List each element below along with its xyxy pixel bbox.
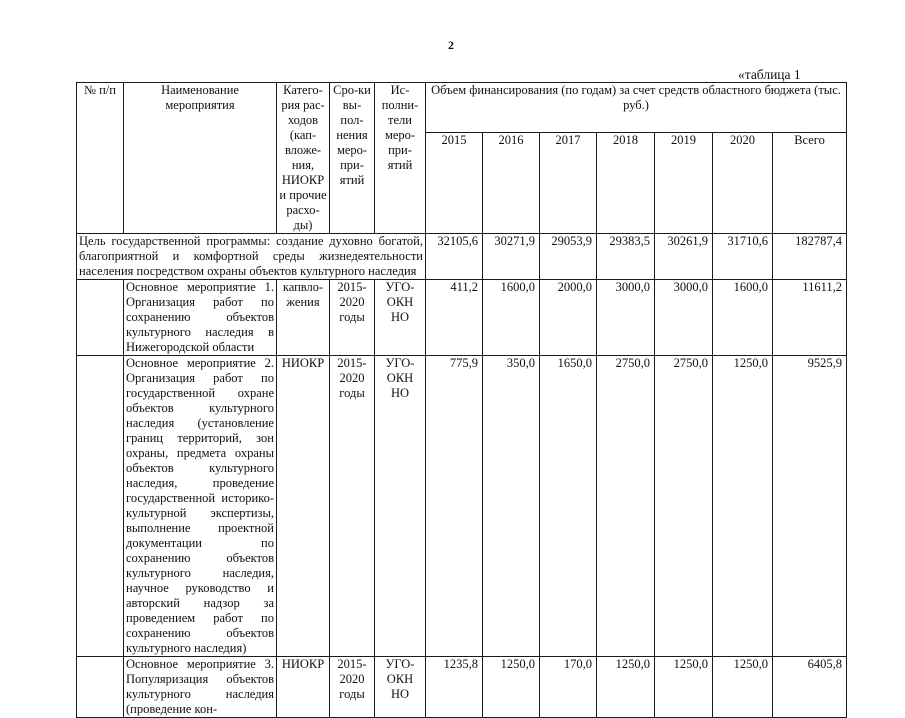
- activity-terms: 2015-2020 годы: [330, 657, 375, 718]
- goal-value: 31710,6: [713, 234, 773, 280]
- header-total: Всего: [773, 132, 847, 233]
- row-number: [77, 356, 124, 657]
- goal-value: 29053,9: [540, 234, 597, 280]
- activity-name: Основное мероприятие 3. Популяризация объектов культурного наследия (проведение кон-: [124, 657, 277, 718]
- activity-value: 1250,0: [713, 657, 773, 718]
- header-year-2015: 2015: [426, 132, 483, 233]
- table-row: [77, 280, 847, 356]
- activity-category: НИОКР: [277, 657, 330, 718]
- goal-value: 30261,9: [655, 234, 713, 280]
- activity-value: 1250,0: [597, 657, 655, 718]
- header-num: № п/п: [77, 83, 124, 234]
- header-year-2020: 2020: [713, 132, 773, 233]
- goal-row: [77, 234, 847, 280]
- activity-value: 775,9: [426, 356, 483, 657]
- header-year-2017: 2017: [540, 132, 597, 233]
- table-row: [77, 356, 847, 657]
- activity-value: 350,0: [483, 356, 540, 657]
- row-number: [77, 280, 124, 356]
- goal-value: 32105,6: [426, 234, 483, 280]
- activity-terms: 2015-2020 годы: [330, 280, 375, 356]
- header-year-2018: 2018: [597, 132, 655, 233]
- table-row: [77, 657, 847, 718]
- activity-name: Основное мероприятие 1. Организация работ по сохранению объектов культурного наследия в Нижегородской области: [124, 280, 277, 356]
- header-name: Наименование мероприятия: [124, 83, 277, 234]
- header-terms: Сро-ки вы-пол-нения меро-при-ятий: [330, 83, 375, 234]
- goal-total: 182787,4: [773, 234, 847, 280]
- header-year-2019: 2019: [655, 132, 713, 233]
- activity-value: 1600,0: [483, 280, 540, 356]
- header-category: Катего-рия рас-ходов (кап-вложе-ния, НИОКР и прочие расхо-ды): [277, 83, 330, 234]
- activity-total: 9525,9: [773, 356, 847, 657]
- activity-value: 1250,0: [713, 356, 773, 657]
- activity-value: 2750,0: [655, 356, 713, 657]
- goal-value: 29383,5: [597, 234, 655, 280]
- activity-value: 2000,0: [540, 280, 597, 356]
- activity-value: 3000,0: [655, 280, 713, 356]
- activity-executors: УГО-ОКН НО: [375, 657, 426, 718]
- goal-text: Цель государственной программы: создание духовно богатой, благоприятной и комфортной среды жизнедеятельности населения посредством охраны объектов культурного наследия: [77, 234, 426, 280]
- activity-total: 6405,8: [773, 657, 847, 718]
- activity-value: 1250,0: [483, 657, 540, 718]
- activity-executors: УГО-ОКН НО: [375, 280, 426, 356]
- activity-value: 1650,0: [540, 356, 597, 657]
- activity-value: 170,0: [540, 657, 597, 718]
- activity-category: НИОКР: [277, 356, 330, 657]
- activity-value: 2750,0: [597, 356, 655, 657]
- header-year-2016: 2016: [483, 132, 540, 233]
- funding-table: [76, 82, 847, 718]
- activity-executors: УГО-ОКН НО: [375, 356, 426, 657]
- activity-value: 3000,0: [597, 280, 655, 356]
- header-executors: Ис-полни-тели меро-при-ятий: [375, 83, 426, 234]
- activity-value: 1235,8: [426, 657, 483, 718]
- activity-category: капвло-жения: [277, 280, 330, 356]
- page-number: 2: [448, 38, 454, 52]
- table-reference: «таблица 1: [738, 67, 801, 82]
- activity-value: 1250,0: [655, 657, 713, 718]
- activity-terms: 2015-2020 годы: [330, 356, 375, 657]
- activity-total: 11611,2: [773, 280, 847, 356]
- activity-value: 411,2: [426, 280, 483, 356]
- goal-value: 30271,9: [483, 234, 540, 280]
- activity-name: Основное мероприятие 2. Организация работ по государственной охране объектов культурного наследия (установление границ территорий, зон охраны, предмета охраны объектов культурного наследия, проведение государственной историко-культурной экспертизы, выполнение проектной документации по сохранению объектов культурного наследия, научное руководство и авторский надзор за проведением работ по сохранению объектов культурного наследия): [124, 356, 277, 657]
- row-number: [77, 657, 124, 718]
- activity-value: 1600,0: [713, 280, 773, 356]
- header-funding: Объем финансирования (по годам) за счет средств областного бюджета (тыс. руб.): [426, 83, 847, 133]
